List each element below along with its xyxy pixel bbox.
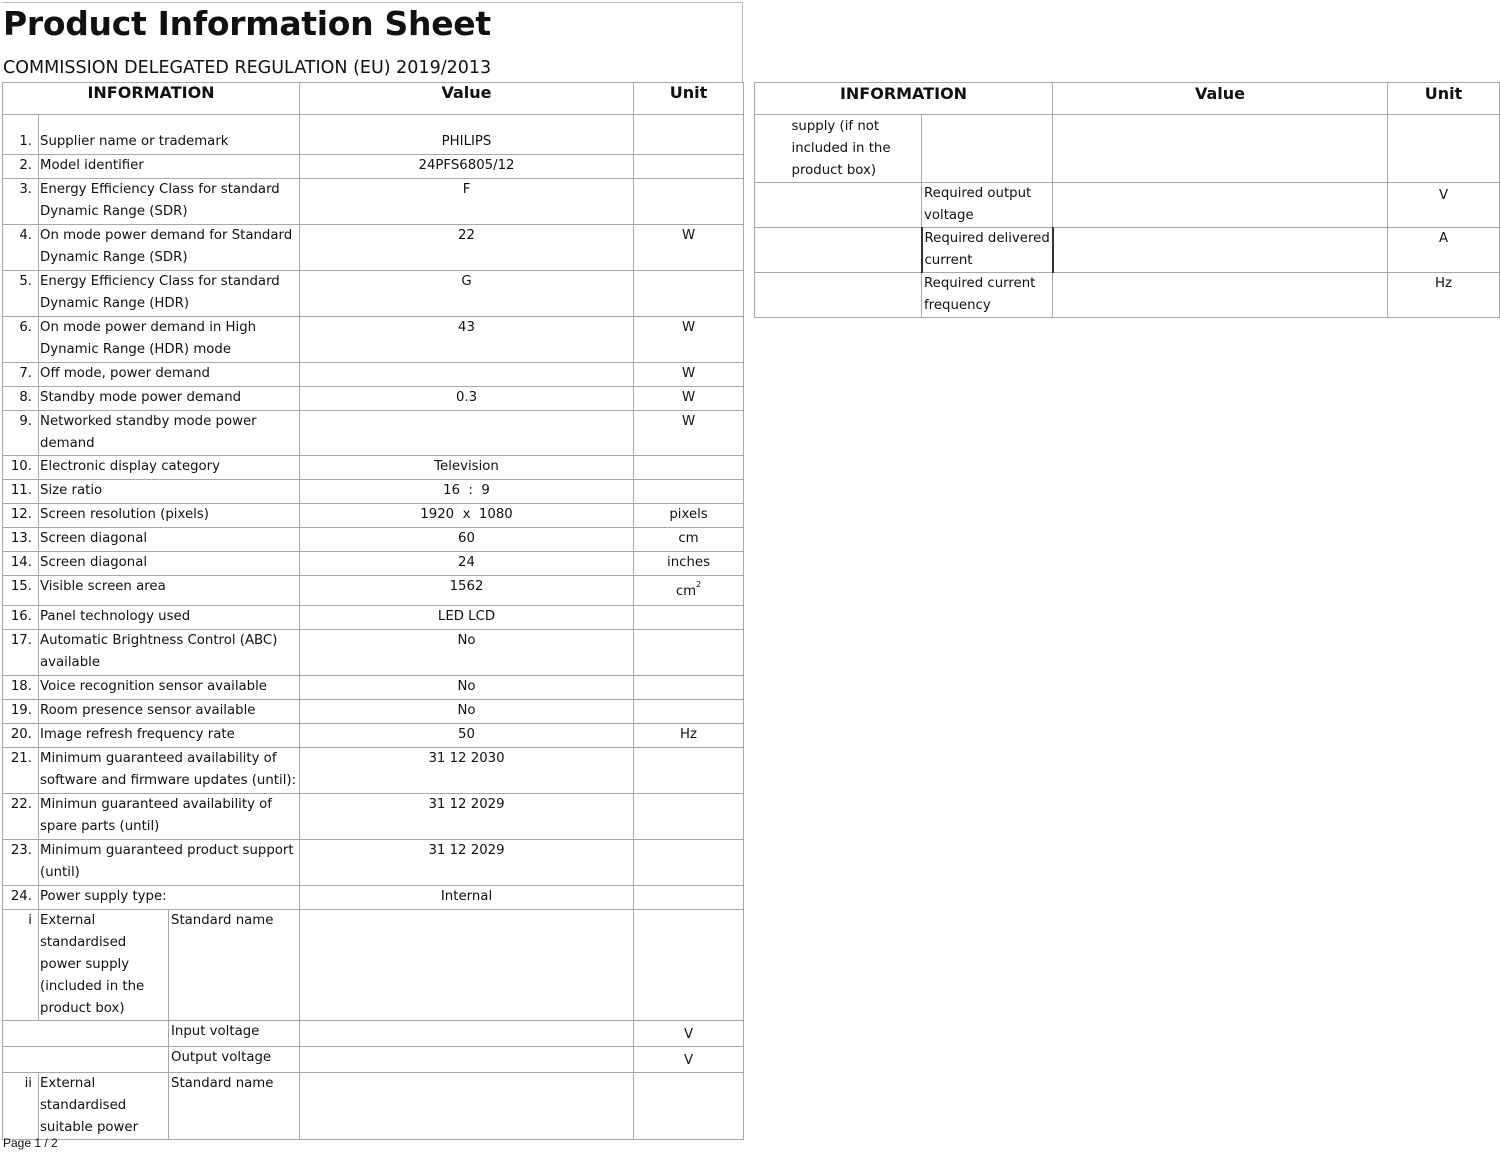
header-unit: Unit (634, 83, 744, 115)
row-unit: A (1388, 228, 1500, 273)
sub-label-required-output-voltage: Required output voltage (922, 183, 1053, 228)
row-unit: V (634, 1021, 744, 1047)
row-unit: W (634, 411, 744, 456)
row-unit: W (634, 363, 744, 387)
row-unit (634, 676, 744, 700)
row-label: Minimun guaranteed availability of spare parts (until) (39, 794, 300, 840)
row-value (300, 411, 634, 456)
row-spacer (3, 1021, 169, 1047)
row-number: 15. (3, 576, 39, 606)
row-unit: V (634, 1047, 744, 1073)
table-row-external-psu-i (3, 910, 744, 1021)
table-row (3, 179, 744, 225)
row-value (1053, 228, 1388, 273)
row-value (300, 1021, 634, 1047)
row-spacer (755, 273, 922, 318)
row-number: 2. (3, 155, 39, 179)
row-value: Television (300, 456, 634, 480)
row-unit (634, 576, 744, 606)
table-row (3, 606, 744, 630)
row-spacer (755, 183, 922, 228)
frame-border-top (2, 2, 743, 3)
row-label: On mode power demand for Standard Dynamic Range (SDR) (39, 225, 300, 271)
row-unit (634, 179, 744, 225)
row-unit: pixels (634, 504, 744, 528)
row-label: Size ratio (39, 480, 300, 504)
info-table-page1 (2, 82, 744, 1140)
row-label: Screen resolution (pixels) (39, 504, 300, 528)
row-value: 24PFS6805/12 (300, 155, 634, 179)
row-number: 11. (3, 480, 39, 504)
row-label: Standby mode power demand (39, 387, 300, 411)
row-label: Minimum guaranteed availability of software and firmware updates (until): (39, 748, 300, 794)
row-label: Networked standby mode power demand (39, 411, 300, 456)
unit-superscript: 2 (696, 580, 702, 589)
row-number: 20. (3, 724, 39, 748)
row-value: 0.3 (300, 387, 634, 411)
row-value (1053, 115, 1388, 183)
row-unit (634, 606, 744, 630)
row-label: Image refresh frequency rate (39, 724, 300, 748)
row-value: 43 (300, 317, 634, 363)
row-number: 4. (3, 225, 39, 271)
row-unit: W (634, 225, 744, 271)
row-number: 5. (3, 271, 39, 317)
row-unit: V (1388, 183, 1500, 228)
row-unit: W (634, 317, 744, 363)
table-row (3, 115, 744, 155)
row-number: 1. (3, 115, 39, 155)
row-unit: Hz (634, 724, 744, 748)
table-row (3, 155, 744, 179)
row-value: 16 : 9 (300, 480, 634, 504)
table-row (3, 886, 744, 910)
table-row (755, 183, 1500, 228)
row-spacer (755, 228, 922, 273)
row-number: 19. (3, 700, 39, 724)
row-value: G (300, 271, 634, 317)
table-row (3, 840, 744, 886)
row-label: Minimum guaranteed product support (until) (39, 840, 300, 886)
row-value: No (300, 676, 634, 700)
row-number (755, 115, 791, 183)
row-value: 1562 (300, 576, 634, 606)
row-number: 22. (3, 794, 39, 840)
page-title: Product Information Sheet (3, 4, 491, 43)
row-label: Screen diagonal (39, 528, 300, 552)
row-number: 3. (3, 179, 39, 225)
row-unit: inches (634, 552, 744, 576)
table-row (3, 552, 744, 576)
row-number: 9. (3, 411, 39, 456)
row-label: External standardised suitable power (39, 1073, 169, 1140)
row-number: 18. (3, 676, 39, 700)
row-label: Voice recognition sensor available (39, 676, 300, 700)
row-unit (634, 794, 744, 840)
row-label: Energy Efficiency Class for standard Dynamic Range (SDR) (39, 179, 300, 225)
table-row (3, 576, 744, 606)
table-row (755, 115, 1500, 183)
row-label: External standardised power supply (included in the product box) (39, 910, 169, 1021)
table-row (3, 724, 744, 748)
table-row (3, 387, 744, 411)
row-label: Supplier name or trademark (39, 115, 300, 155)
row-label: Model identifier (39, 155, 300, 179)
table-row (3, 676, 744, 700)
sub-label-required-delivered-current: Required delivered current (922, 228, 1053, 273)
table-row (3, 630, 744, 676)
page-number: Page 1 / 2 (3, 1136, 58, 1150)
table-row (3, 225, 744, 271)
row-unit (634, 115, 744, 155)
row-unit: cm (634, 528, 744, 552)
row-value (300, 910, 634, 1021)
table-row (3, 528, 744, 552)
row-unit (634, 480, 744, 504)
row-value: Internal (300, 886, 634, 910)
header-value: Value (1053, 83, 1388, 115)
row-value: LED LCD (300, 606, 634, 630)
row-number: 23. (3, 840, 39, 886)
row-value (300, 363, 634, 387)
row-number: 21. (3, 748, 39, 794)
row-value: 31 12 2030 (300, 748, 634, 794)
row-label: Panel technology used (39, 606, 300, 630)
row-label: Screen diagonal (39, 552, 300, 576)
frame-border-right (742, 2, 743, 82)
row-number: 6. (3, 317, 39, 363)
row-unit (634, 748, 744, 794)
header-information: INFORMATION (3, 83, 300, 115)
row-value: PHILIPS (300, 115, 634, 155)
row-label: Room presence sensor available (39, 700, 300, 724)
row-value (300, 1073, 634, 1140)
row-sublabel (922, 115, 1053, 183)
header-value: Value (300, 83, 634, 115)
row-unit: Hz (1388, 273, 1500, 318)
row-number: 8. (3, 387, 39, 411)
row-number: 14. (3, 552, 39, 576)
table-row (3, 748, 744, 794)
row-value (1053, 183, 1388, 228)
row-label: Electronic display category (39, 456, 300, 480)
row-spacer (3, 1047, 169, 1073)
row-unit (634, 1073, 744, 1140)
row-number: 7. (3, 363, 39, 387)
info-table-continuation (754, 82, 1500, 318)
row-value: 24 (300, 552, 634, 576)
row-number: i (3, 910, 39, 1021)
row-unit (634, 456, 744, 480)
row-number: ii (3, 1073, 39, 1140)
row-number: 12. (3, 504, 39, 528)
row-value: 22 (300, 225, 634, 271)
table-row (755, 228, 1500, 273)
row-label: Power supply type: (39, 886, 300, 910)
row-label: Off mode, power demand (39, 363, 300, 387)
row-number: 10. (3, 456, 39, 480)
table-row (3, 504, 744, 528)
row-value: F (300, 179, 634, 225)
header-information: INFORMATION (755, 83, 1053, 115)
table-row (3, 317, 744, 363)
row-label: Automatic Brightness Control (ABC) available (39, 630, 300, 676)
row-label: Visible screen area (39, 576, 300, 606)
table-row (3, 456, 744, 480)
row-value: 50 (300, 724, 634, 748)
table-row (3, 411, 744, 456)
row-unit (634, 910, 744, 1021)
row-unit (634, 155, 744, 179)
row-value: No (300, 630, 634, 676)
table-row (3, 480, 744, 504)
sub-label-standard-name: Standard name (169, 910, 300, 1021)
sub-label-input-voltage: Input voltage (169, 1021, 300, 1047)
row-value (1053, 273, 1388, 318)
header-unit: Unit (1388, 83, 1500, 115)
sub-label-required-current-frequency: Required current frequency (922, 273, 1053, 318)
row-unit (634, 271, 744, 317)
unit-text: cm (675, 584, 697, 599)
sub-label-output-voltage: Output voltage (169, 1047, 300, 1073)
table-row (3, 794, 744, 840)
row-value (300, 1047, 634, 1073)
table-row (755, 273, 1500, 318)
row-number: 24. (3, 886, 39, 910)
row-unit (634, 840, 744, 886)
row-number: 13. (3, 528, 39, 552)
row-label: Energy Efficiency Class for standard Dynamic Range (HDR) (39, 271, 300, 317)
row-value: 60 (300, 528, 634, 552)
row-unit (634, 630, 744, 676)
row-number: 16. (3, 606, 39, 630)
row-unit: W (634, 387, 744, 411)
row-value: No (300, 700, 634, 724)
row-unit (634, 700, 744, 724)
row-unit (634, 886, 744, 910)
table-row (3, 1021, 744, 1047)
table-row (3, 700, 744, 724)
row-value: 31 12 2029 (300, 840, 634, 886)
row-value: 31 12 2029 (300, 794, 634, 840)
row-label: supply (if not included in the product box) (791, 115, 922, 183)
row-label: On mode power demand in High Dynamic Range (HDR) mode (39, 317, 300, 363)
sub-label-standard-name: Standard name (169, 1073, 300, 1140)
table-row (3, 1047, 744, 1073)
row-value: 1920 x 1080 (300, 504, 634, 528)
row-number: 17. (3, 630, 39, 676)
table-row (3, 363, 744, 387)
regulation-subtitle: COMMISSION DELEGATED REGULATION (EU) 2019/2013 (3, 58, 492, 78)
row-unit (1388, 115, 1500, 183)
table-row (3, 271, 744, 317)
table-row-external-psu-ii (3, 1073, 744, 1140)
